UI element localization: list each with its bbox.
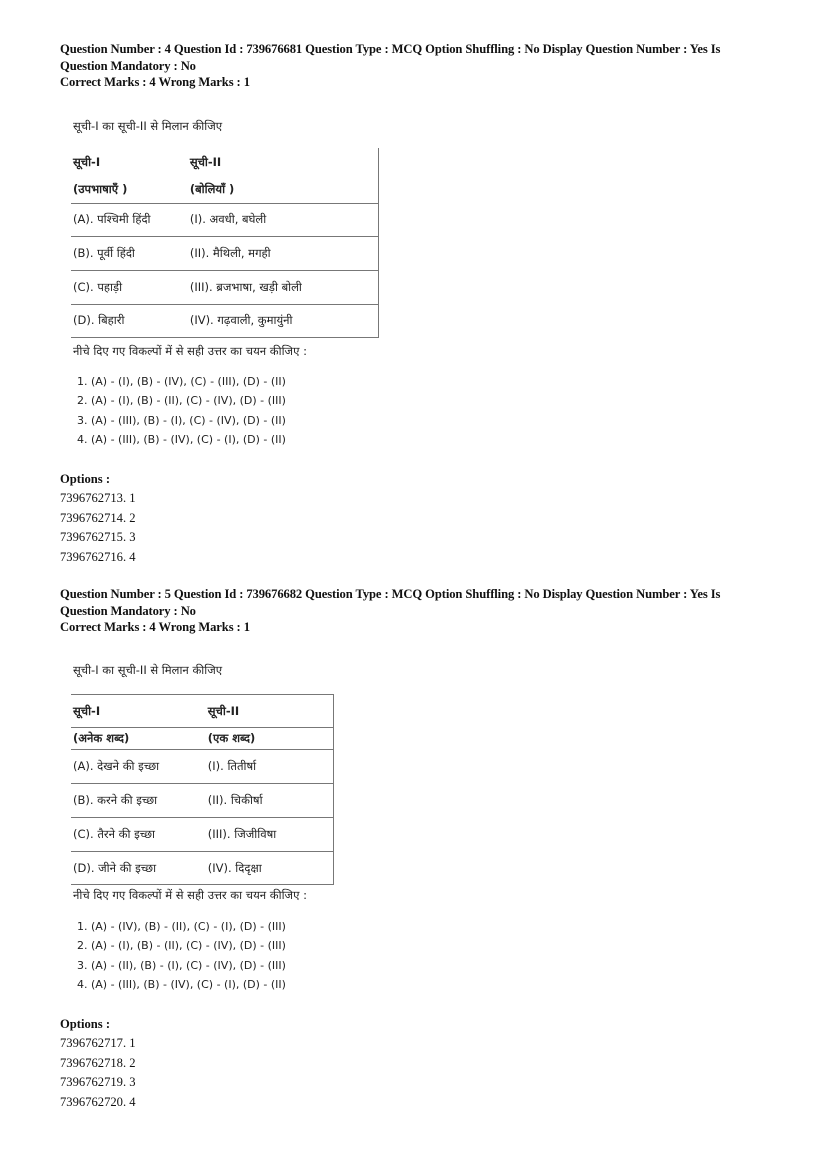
options-label: Options : xyxy=(60,472,111,486)
table-head-list2: सूची-II xyxy=(188,148,379,177)
table-cell: (III). ब्रजभाषा, खड़ी बोली xyxy=(188,270,379,304)
option-id: 7396762715. 3 xyxy=(60,530,136,545)
choice-item: 1. (A) - (I), (B) - (IV), (C) - (III), (D) - (II) xyxy=(77,375,286,388)
table-cell: (B). करने की इच्छा xyxy=(71,784,206,818)
table-subhead-list2: (बोलियाँ ) xyxy=(188,177,379,203)
question-stem: सूची-I का सूची-II से मिलान कीजिए xyxy=(73,663,223,677)
table-cell: (A). पश्चिमी हिंदी xyxy=(71,203,188,236)
choice-item: 4. (A) - (III), (B) - (IV), (C) - (I), (D) - (II) xyxy=(77,432,286,446)
table-cell: (III). जिजीविषा xyxy=(206,818,334,852)
match-table xyxy=(71,148,379,338)
option-id: 7396762716. 4 xyxy=(60,549,136,564)
question-mandatory-line: Question Mandatory : No xyxy=(60,603,196,618)
match-table xyxy=(71,694,334,885)
options-block xyxy=(60,470,136,567)
table-subhead-list2: (एक शब्द) xyxy=(206,728,334,750)
option-id: 7396762717. 1 xyxy=(60,1036,136,1051)
question-meta-line: Question Number : 4 Question Id : 739676681 Question Type : MCQ Option Shuffling : No Display Question Number : Yes Is xyxy=(60,42,721,56)
choice-item: 2. (A) - (I), (B) - (II), (C) - (IV), (D) - (III) xyxy=(77,939,286,953)
table-subhead-list1: (अनेक शब्द) xyxy=(71,728,206,750)
question-meta-line: Question Number : 5 Question Id : 739676682 Question Type : MCQ Option Shuffling : No Display Question Number : Yes Is xyxy=(60,587,721,601)
table-cell: (II). चिकीर्षा xyxy=(206,784,334,818)
marks-line: Correct Marks : 4 Wrong Marks : 1 xyxy=(60,620,250,634)
choice-item: 4. (A) - (III), (B) - (IV), (C) - (I), (D) - (II) xyxy=(77,977,286,991)
choice-item: 3. (A) - (II), (B) - (I), (C) - (IV), (D) - (III) xyxy=(77,958,286,972)
question-header xyxy=(60,41,760,91)
table-cell: (B). पूर्वी हिंदी xyxy=(71,236,188,270)
table-head-list2: सूची-II xyxy=(206,695,334,728)
table-cell: (D). बिहारी xyxy=(71,304,188,337)
option-id: 7396762719. 3 xyxy=(60,1075,136,1090)
option-id: 7396762718. 2 xyxy=(60,1055,136,1070)
option-id: 7396762714. 2 xyxy=(60,510,136,525)
instruction-text: नीचे दिए गए विकल्पों में से सही उत्तर का चयन कीजिए : xyxy=(73,888,307,902)
instruction-text: नीचे दिए गए विकल्पों में से सही उत्तर का चयन कीजिए : xyxy=(73,344,307,358)
options-label: Options : xyxy=(60,1017,111,1031)
table-head-list1: सूची-I xyxy=(71,695,206,728)
choice-item: 2. (A) - (I), (B) - (II), (C) - (IV), (D) - (III) xyxy=(77,394,286,408)
choice-item: 3. (A) - (III), (B) - (I), (C) - (IV), (D) - (II) xyxy=(77,413,286,427)
table-cell: (I). तितीर्षा xyxy=(206,750,334,784)
question-mandatory-line: Question Mandatory : No xyxy=(60,58,196,73)
table-cell: (IV). दिदृक्षा xyxy=(206,852,334,885)
table-cell: (A). देखने की इच्छा xyxy=(71,750,206,784)
question-stem: सूची-I का सूची-II से मिलान कीजिए xyxy=(73,119,223,133)
table-cell: (C). तैरने की इच्छा xyxy=(71,818,206,852)
table-cell: (I). अवधी, बघेली xyxy=(188,203,379,236)
option-id: 7396762713. 1 xyxy=(60,491,136,506)
question-header xyxy=(60,586,760,636)
option-id: 7396762720. 4 xyxy=(60,1094,136,1109)
choice-item: 1. (A) - (IV), (B) - (II), (C) - (I), (D) - (III) xyxy=(77,920,286,933)
answer-choices xyxy=(77,372,286,449)
marks-line: Correct Marks : 4 Wrong Marks : 1 xyxy=(60,75,250,89)
table-cell: (C). पहाड़ी xyxy=(71,270,188,304)
table-head-list1: सूची-I xyxy=(73,155,101,169)
table-cell: (II). मैथिली, मगही xyxy=(188,236,379,270)
table-cell: (IV). गढ़वाली, कुमायुंनी xyxy=(188,304,379,337)
answer-choices xyxy=(77,917,286,994)
options-block xyxy=(60,1015,136,1112)
table-cell: (D). जीने की इच्छा xyxy=(71,852,206,885)
table-subhead-list1: (उपभाषाएँ ) xyxy=(71,177,188,203)
